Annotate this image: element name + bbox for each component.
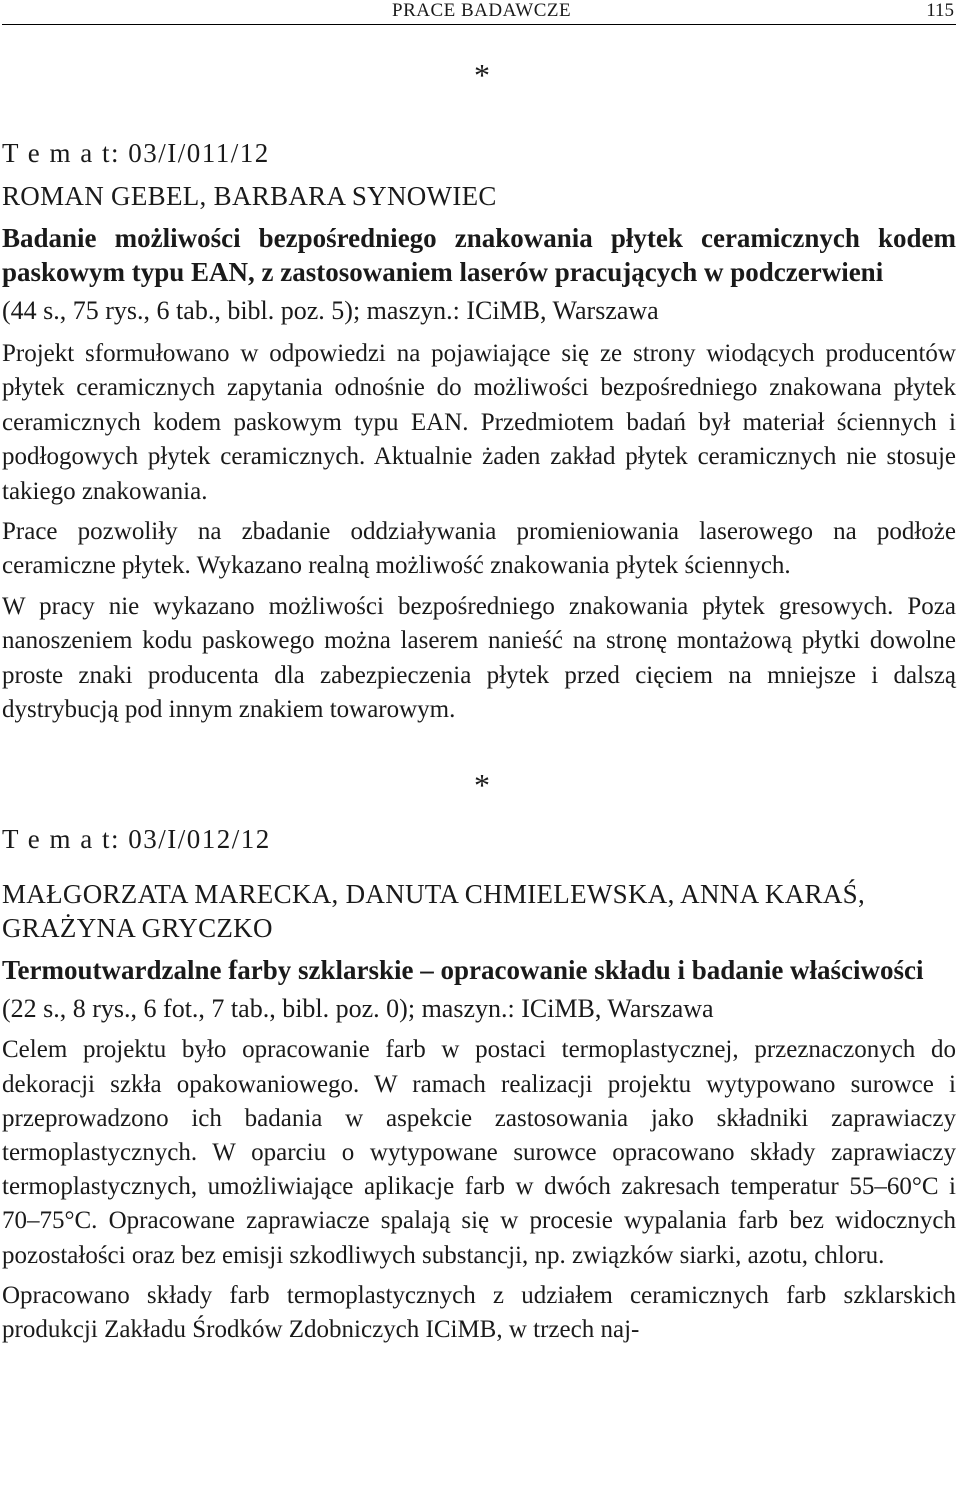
abstract-title: Badanie możliwości bezpośredniego znakowania płytek ceramicznych kodem paskowym typu EAN, z zastosowaniem laserów pracujących w podczerwieni	[2, 223, 956, 287]
abstract-paragraph: Projekt sformułowano w odpowiedzi na pojawiające się ze strony wiodących producentów płytek ceramicznych zapytania odnośnie do możliwości bezpośredniego znakowana płytek ceramicznych kodem paskowym typu EAN. Przedmiotem badań był materiał ściennych i podłogowych płytek ceramicznych. Aktualnie żaden zakład płytek ceramicznych nie stosuje takiego znakowania.	[2, 340, 956, 505]
abstract-paragraph: Opracowano składy farb termoplastycznych z udziałem ceramicznych farb szklarskich produkcji Zakładu Środków Zdobniczych ICiMB, w trzech naj-	[2, 1281, 956, 1344]
topic-code: T e m a t: 03/I/012/12	[2, 824, 271, 855]
authors-line: ROMAN GEBEL, BARBARA SYNOWIEC	[2, 181, 497, 211]
document-page	[2, 0, 956, 1347]
abstract-section-2	[2, 769, 956, 1347]
authors-line: MAŁGORZATA MARECKA, DANUTA CHMIELEWSKA, ANNA KARAŚ,	[2, 879, 866, 910]
authors	[2, 179, 956, 213]
section-separator-star: *	[474, 57, 490, 93]
journal-section-title: PRACE BADAWCZE	[392, 0, 572, 21]
abstract-section-1	[2, 59, 956, 727]
authors	[2, 877, 956, 945]
bibliographic-info: (44 s., 75 rys., 6 tab., bibl. poz. 5); maszyn.: ICiMB, Warszawa	[2, 296, 659, 325]
abstract-title: Termoutwardzalne farby szklarskie – opracowanie składu i badanie właściwości	[2, 955, 924, 986]
abstract-paragraph: W pracy nie wykazano możliwości bezpośredniego znakowania płytek gresowych. Poza nanoszeniem kodu paskowego można laserem nanieść na stronę montażową płytki dowolne proste znaki producenta dla zabezpieczenia płytek przed cięciem na mniejsze i dalszą dystrybucją pod innym znakiem towarowym.	[2, 592, 956, 724]
abstract-paragraph: Celem projektu było opracowanie farb w postaci termoplastycznej, przeznaczonych do dekoracji szkła opakowaniowego. W ramach realizacji projektu wytypowano surowce i przeprowadzono ich badania w aspekcie zastosowania jako składniki zaprawiaczy termoplastycznych. W oparciu o wytypowane surowce opracowano składy zaprawiaczy termoplastycznych, umożliwiające aplikacje farb w dwóch zakresach temperatur 55–60°C i 70–75°C. Opracowane zaprawiacze spalają się w procesie wypalania farb bez widocznych pozostałości oraz bez emisji szkodliwych substancji, np. związków siarki, azotu, chloru.	[2, 1036, 956, 1269]
abstract-paragraph: Prace pozwoliły na zbadanie oddziaływania promieniowania laserowego na podłoże ceramiczne płytek. Wykazano realną możliwość znakowania płytek ściennych.	[2, 518, 956, 580]
page-number: 115	[926, 0, 954, 21]
running-header	[2, 0, 956, 25]
authors-line: GRAŻYNA GRYCZKO	[2, 913, 273, 944]
section-separator-star: *	[474, 767, 490, 804]
bibliographic-info: (22 s., 8 rys., 6 fot., 7 tab., bibl. poz. 0); maszyn.: ICiMB, Warszawa	[2, 994, 714, 1024]
topic-code: T e m a t: 03/I/011/12	[2, 138, 270, 168]
